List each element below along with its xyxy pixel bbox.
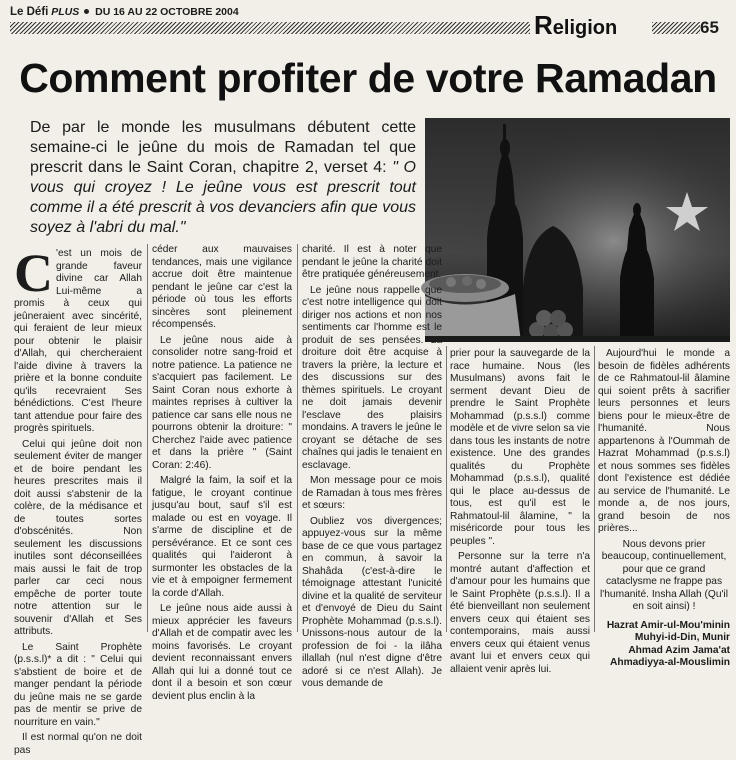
paragraph: Aujourd'hui le monde a besoin de fidèles adhérents de ce Rahmatoul-lil âlamine qui soient prêts à sacrifier leurs personnes et leurs biens pour le mieux-être de l'humanité. Nous appartenons à l'Oummah de Hazrat Mohammad (p.s.s.l) et nous sommes ses fidèles dont l'existence est dédiée au service de l'humanité. Le monde a, de nos jours, grand besoin de nos prières... — [598, 348, 730, 534]
intro-quote: " O vous qui croyez ! Le jeûne vous est prescrit tout comme il a été prescrit à vos devanciers afin que vous soyez à l'abri du mal." — [30, 159, 417, 236]
brand-suffix: PLUS — [51, 6, 80, 18]
column-divider — [594, 346, 595, 632]
mosque-photo — [425, 118, 730, 342]
column-divider — [446, 346, 447, 632]
page-header — [0, 0, 736, 44]
paragraph: prier pour la sauvegarde de la race humaine. Nous (les Musulmans) avons fait le serment devant Dieu de prendre le Saint Prophète Mohammad (p.s.s.l) comme modèle et de vivre selon sa vie dans tous les instants de notre existence. Une des grandes qualités du Prophète Mohammad (p.s.s.l), qualité qui le place au-dessus de tous, est qu'il est le Rahmatoul-lil âlamine, " la miséricorde pour tous les peuples ". — [450, 348, 590, 547]
paragraph: Le jeûne nous aide aussi à mieux apprécier les faveurs d'Allah et de compatir avec les moins favorisés. Le croyant devient reconnaissant envers Allah qui lui a donné tout ce dont il a besoin et son cœur devient plus enclin à la — [152, 603, 292, 702]
paragraph: Nous devons prier beaucoup, continuellement, pour que ce grand cataclysme ne frappe pas l'humanité. Insha Allah (Qu'il en soit ainsi) ! — [600, 538, 728, 612]
paragraph: céder aux mauvaises tendances, mais une vigilance accrue doit être maintenue pendant le jeûne car c'est la période où tous les efforts sincères sont pleinement récompensés. — [152, 244, 292, 330]
paragraph: Il est normal qu'on ne doit pas — [14, 732, 142, 756]
headline: Comment profiter de votre Ramadan — [19, 55, 717, 101]
page-number: 65 — [700, 18, 719, 37]
paragraph: 'est un mois de grande faveur divine car Allah Lui-même a promis à ceux qui jeûneraient avec sincérité, qui feraient de leur mieux pour obtenir le plaisir d'Allah, qui chercheraient l'aide divine à travers la prière et la bonne conduite qu'ils recevraient Ses bénédictions. C'est l'heure tant attendue pour faire des progrès spirituels. — [14, 248, 142, 434]
intro-paragraph — [30, 118, 416, 238]
masthead — [10, 6, 239, 18]
issue-date: DU 16 AU 22 OCTOBRE 2004 — [95, 6, 239, 18]
paragraph: Le Saint Prophète (p.s.s.l)* a dit : " Celui qui s'abstient de boire et de manger pendant la période du jeûne mais ne se garde pas de mentir se prive de nourriture en vain." — [14, 641, 142, 728]
article-column-4 — [450, 348, 590, 679]
drop-cap: C — [14, 243, 53, 303]
column-divider — [297, 244, 298, 632]
paragraph: Le jeûne nous aide à consolider notre sang-froid et notre patience. La patience ne s'acquiert pas facilement. Le Saint Coran nous exhorte à maintes reprises à cultiver la patience car sans elle nous ne pourrons obtenir la droiture: " Cherchez l'aide avec patience et dans la prière " (Saint Coran: 2:46). — [152, 334, 292, 471]
paragraph: Le jeûne nous rappelle que c'est notre intelligence qui doit diriger nos actions et non nos sentiments car l'homme est le produit de ses pensées. La droiture doit être acquise à travers la prière, la lecture et des discussions sur des thèmes spirituels. Le croyant ne doit jamais devenir l'esclave des plaisirs mondains. A travers le jeûne le croyant se détache de ses chaînes qui jadis le tenaient en esclavage. — [302, 284, 442, 471]
header-hatch-left — [10, 22, 530, 34]
column-divider — [147, 244, 148, 632]
paragraph: Oubliez vos divergences; appuyez-vous sur la même base de ce que vous partagez en commun, à savoir la Shahâda (c'est-à-dire le témoignage attestant l'unicité divine et la qualité de serviteur et d'envoyé de Dieu du Saint Prophète Mohammad (p.s.s.l). Unissons-nous autour de la profession de foi - la ilâha illallah (nul n'est digne d'être adoré si ce n'est Allah). Je vous demande de — [302, 515, 442, 689]
article-column-5 — [598, 348, 730, 673]
article-column-3 — [302, 244, 442, 694]
section-initial: R — [534, 10, 553, 40]
bullet-icon — [84, 9, 89, 14]
paragraph: Malgré la faim, la soif et la fatigue, le croyant continue jusqu'au bout, sauf s'il est malade ou est en voyage. Il s'arme de discipline et de persévérance. Et ce sont ces qualités qui l'aideront à surmonter les obstacles de la vie et à empoigner fermement la corde d'Allah. — [152, 475, 292, 599]
header-hatch-right — [652, 22, 700, 34]
article-column-2 — [152, 244, 292, 706]
article-column-1 — [14, 243, 142, 760]
brand-name: Le Défi — [10, 6, 49, 18]
section-rest: eligion — [552, 17, 618, 39]
paragraph: Mon message pour ce mois de Ramadan à tous mes frères et sœurs: — [302, 475, 442, 511]
paragraph: Celui qui jeûne doit non seulement éviter de manger et de boire pendant les heures prescrites mais il doit aussi s'abstenir de la colère, de la médisance et de toutes sortes d'obscénités. Non seulement les discussions inutiles sont déconseillées mais aussi le fait de trop parler car ceci nous empêche de porter toute notre attention sur le souvenir d'Allah et Ses attributs. — [14, 438, 142, 637]
signature: Hazrat Amir-ul-Mou'minin Muhyi-id-Din, Munir Ahmad Azim Jama'at Ahmadiyya-al-Mouslimin — [606, 619, 730, 668]
paragraph: Personne sur la terre n'a montré autant d'affection et d'amour pour les humains que le Saint Prophète (p.s.s.l). Il a été bienveillant non seulement envers ceux qui étaient ses contemporains, mais aussi envers ceux qui étaient venus avant lui et envers ceux qui allaient venir après lui. — [450, 551, 590, 675]
paragraph: charité. Il est à noter que pendant le jeûne la charité doit être pratiquée généreusement. — [302, 244, 442, 280]
intro-text: De par le monde les musulmans débutent cette semaine-ci le jeûne du mois de Ramadan tel que prescrit dans le Saint Coran, chapitre 2, verset 4: — [30, 119, 416, 176]
section-label — [534, 12, 617, 41]
